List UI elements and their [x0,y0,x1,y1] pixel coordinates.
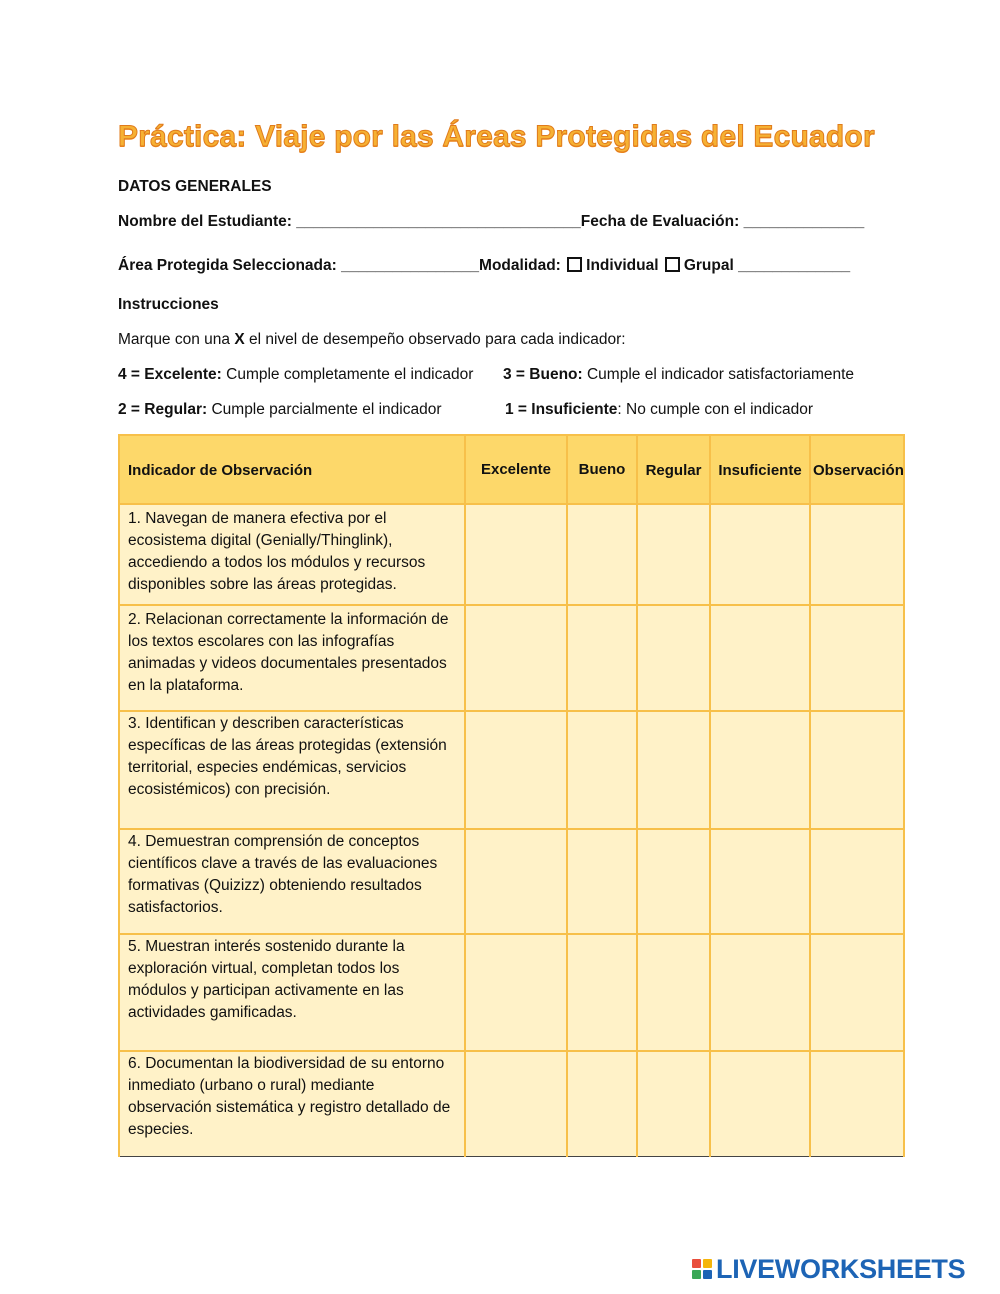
indicator-text: 4. Demuestran comprensión de conceptos científicos clave a través de las evaluaciones formativas (Quizizz) obteniendo resultados satisfactorios. [119,829,465,934]
cell-excelente[interactable] [465,934,567,1051]
header-indicator: Indicador de Observación [119,435,465,504]
cell-insuficiente[interactable] [710,605,810,711]
table-row [119,829,904,934]
cell-observacion[interactable] [810,605,904,711]
cell-insuficiente[interactable] [710,711,810,829]
cell-insuficiente[interactable] [710,829,810,934]
level-3-label: 3 = Bueno: [503,366,583,383]
indicator-text: 6. Documentan la biodiversidad de su entorno inmediato (urbano o rural) mediante observación sistemática y registro detallado de especies. [119,1051,465,1156]
student-date-line [118,213,864,231]
student-name-field[interactable]: _________________________________ [296,213,581,230]
cell-excelente[interactable] [465,504,567,605]
level-1-label: 1 = Insuficiente [505,401,618,418]
cell-observacion[interactable] [810,1051,904,1156]
level-2 [118,401,442,418]
cell-regular[interactable] [637,711,710,829]
indicator-text: 1. Navegan de manera efectiva por el ecosistema digital (Genially/Thinglink), accediendo a todos los módulos y recursos disponibles sobre las áreas protegidas. [119,504,465,605]
group-checkbox[interactable] [665,257,680,272]
level-1-desc: : No cumple con el indicador [617,401,813,418]
level-4 [118,366,473,383]
table-row [119,504,904,605]
instructions-text [118,331,626,349]
level-1 [505,401,813,419]
cell-excelente[interactable] [465,605,567,711]
table-row [119,605,904,711]
logo-square-blue [703,1270,712,1279]
instructions-heading: Instrucciones [118,296,219,313]
logo-mark-icon [692,1259,712,1279]
group-label: Grupal [683,257,734,274]
cell-regular[interactable] [637,829,710,934]
cell-bueno[interactable] [567,504,637,605]
group-field[interactable]: _____________ [738,257,851,274]
area-field[interactable]: ________________ [341,257,480,274]
cell-regular[interactable] [637,605,710,711]
level-3-desc: Cumple el indicador satisfactoriamente [582,366,855,383]
cell-observacion[interactable] [810,934,904,1051]
cell-excelente[interactable] [465,829,567,934]
cell-observacion[interactable] [810,504,904,605]
cell-bueno[interactable] [567,605,637,711]
cell-bueno[interactable] [567,829,637,934]
date-label: Fecha de Evaluación: [580,213,744,230]
cell-insuficiente[interactable] [710,934,810,1051]
indicator-text: 3. Identifican y describen características específicas de las áreas protegidas (extensión territorial, especies endémicas, servicios ecosistémicos) con precisión. [119,711,465,829]
header-bueno: Bueno [567,435,637,504]
levels-line-1 [118,366,918,384]
cell-excelente[interactable] [465,711,567,829]
header-regular: Regular [637,435,710,504]
table-row [119,1051,904,1156]
date-field[interactable]: ______________ [743,213,865,230]
logo-square-green [692,1270,701,1279]
cell-regular[interactable] [637,934,710,1051]
level-3 [503,366,854,384]
table-header-row [119,435,904,504]
cell-bueno[interactable] [567,711,637,829]
indicator-text: 5. Muestran interés sostenido durante la exploración virtual, completan todos los módulos y participan activamente en las actividades gamificadas. [119,934,465,1051]
cell-regular[interactable] [637,504,710,605]
instructions-post: el nivel de desempeño observado para cada indicador: [244,331,626,348]
cell-insuficiente[interactable] [710,1051,810,1156]
area-label: Área Protegida Seleccionada: [118,257,342,274]
header-observacion: Observación [810,435,904,504]
student-label: Nombre del Estudiante: [118,213,297,230]
area-mode-line [118,257,850,275]
individual-checkbox[interactable] [567,257,582,272]
general-heading: DATOS GENERALES [118,178,272,195]
header-excelente: Excelente [465,435,567,504]
cell-bueno[interactable] [567,934,637,1051]
individual-label: Individual [586,257,659,274]
table-row [119,711,904,829]
logo-text: LIVEWORKSHEETS [716,1253,966,1284]
level-2-label: 2 = Regular: [118,401,208,418]
cell-observacion[interactable] [810,711,904,829]
cell-excelente[interactable] [465,1051,567,1156]
observation-table [118,434,905,1157]
mode-label: Modalidad: [479,257,566,274]
liveworksheets-logo [692,1253,965,1285]
level-4-label: 4 = Excelente: [118,366,222,383]
indicator-text: 2. Relacionan correctamente la información de los textos escolares con las infografías animadas y videos documentales presentados en la plataforma. [119,605,465,711]
levels-line-2 [118,401,918,419]
logo-square-yellow [703,1259,712,1268]
header-insuficiente: Insuficiente [710,435,810,504]
table-row [119,934,904,1051]
instructions-mark: X [234,331,245,348]
logo-square-red [692,1259,701,1268]
level-2-desc: Cumple parcialmente el indicador [207,401,442,418]
page-title: Práctica: Viaje por las Áreas Protegidas del Ecuador [118,120,875,153]
level-4-desc: Cumple completamente el indicador [221,366,474,383]
cell-regular[interactable] [637,1051,710,1156]
cell-insuficiente[interactable] [710,504,810,605]
instructions-pre: Marque con una [118,331,235,348]
cell-bueno[interactable] [567,1051,637,1156]
cell-observacion[interactable] [810,829,904,934]
